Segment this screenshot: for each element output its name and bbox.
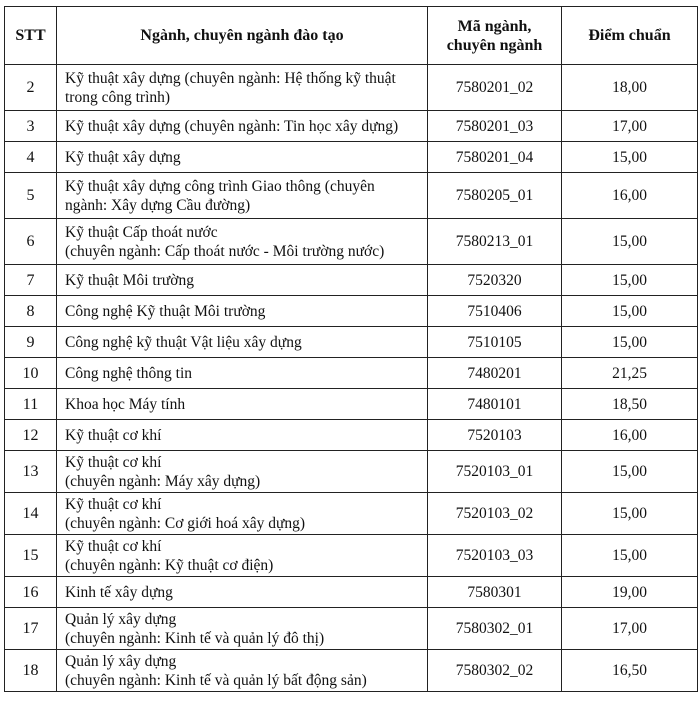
cell-stt: 3 xyxy=(5,111,57,142)
program-name-line2: (chuyên ngành: Kinh tế và quản lý bất động sản) xyxy=(65,671,367,689)
program-name-line2: ngành: Xây dựng Cầu đường) xyxy=(65,196,251,214)
cell-program-code: 7580302_01 xyxy=(428,608,562,650)
table-header-row xyxy=(5,7,698,65)
cell-cutoff-score: 17,00 xyxy=(562,111,698,142)
cell-program-name xyxy=(57,420,428,451)
program-name-line1: Kỹ thuật cơ khí xyxy=(65,453,162,471)
program-name-line1: Quản lý xây dựng xyxy=(65,610,177,628)
program-name-line1: Kỹ thuật xây dựng công trình Giao thông (chuyên xyxy=(65,177,375,195)
program-name-line1: Khoa học Máy tính xyxy=(65,395,186,413)
cell-cutoff-score: 15,00 xyxy=(562,265,698,296)
cell-stt: 11 xyxy=(5,389,57,420)
cell-cutoff-score: 18,50 xyxy=(562,389,698,420)
cell-program-code: 7510406 xyxy=(428,296,562,327)
cell-cutoff-score: 17,00 xyxy=(562,608,698,650)
program-name-line1: Quản lý xây dựng xyxy=(65,652,177,670)
cell-program-name xyxy=(57,389,428,420)
table-row xyxy=(5,577,698,608)
cell-program-name xyxy=(57,296,428,327)
cell-program-code: 7480101 xyxy=(428,389,562,420)
cell-stt: 14 xyxy=(5,493,57,535)
cell-program-name xyxy=(57,173,428,219)
cell-program-code: 7580301 xyxy=(428,577,562,608)
cell-cutoff-score: 16,00 xyxy=(562,420,698,451)
cell-program-name xyxy=(57,219,428,265)
table-row xyxy=(5,111,698,142)
table-row xyxy=(5,65,698,111)
cell-cutoff-score: 18,00 xyxy=(562,65,698,111)
cell-program-code: 7520103_01 xyxy=(428,451,562,493)
table-row xyxy=(5,389,698,420)
cell-program-code: 7580201_03 xyxy=(428,111,562,142)
table-row xyxy=(5,535,698,577)
program-name-line2: trong công trình) xyxy=(65,88,171,106)
cell-cutoff-score: 15,00 xyxy=(562,327,698,358)
program-name-line1: Kỹ thuật xây dựng xyxy=(65,148,181,166)
cell-program-code: 7520103 xyxy=(428,420,562,451)
table-row xyxy=(5,608,698,650)
program-name-line1: Kỹ thuật xây dựng (chuyên ngành: Hệ thống kỹ thuật xyxy=(65,69,396,87)
cell-program-name xyxy=(57,608,428,650)
program-name-line2: (chuyên ngành: Cấp thoát nước - Môi trường nước) xyxy=(65,242,385,260)
table-row xyxy=(5,493,698,535)
program-name-line1: Kỹ thuật xây dựng (chuyên ngành: Tin học xây dựng) xyxy=(65,117,399,135)
cell-program-name xyxy=(57,535,428,577)
cell-cutoff-score: 19,00 xyxy=(562,577,698,608)
header-cutoff-score: Điểm chuẩn xyxy=(562,7,698,65)
cell-stt: 12 xyxy=(5,420,57,451)
cell-program-name xyxy=(57,493,428,535)
program-name-line1: Công nghệ thông tin xyxy=(65,364,193,382)
cell-stt: 18 xyxy=(5,650,57,692)
header-program-code-line2: chuyên ngành xyxy=(446,36,543,54)
cell-program-name xyxy=(57,65,428,111)
program-name-line2: (chuyên ngành: Kỹ thuật cơ điện) xyxy=(65,556,274,574)
program-name-line1: Kỹ thuật Cấp thoát nước xyxy=(65,223,218,241)
cell-cutoff-score: 15,00 xyxy=(562,142,698,173)
table-body xyxy=(5,65,698,692)
cell-program-name xyxy=(57,650,428,692)
cell-program-name xyxy=(57,142,428,173)
program-name-line1: Công nghệ Kỹ thuật Môi trường xyxy=(65,302,266,320)
cell-stt: 2 xyxy=(5,65,57,111)
table-row xyxy=(5,420,698,451)
cell-program-code: 7580201_02 xyxy=(428,65,562,111)
cell-program-name xyxy=(57,111,428,142)
cell-stt: 15 xyxy=(5,535,57,577)
cell-program-code: 7520320 xyxy=(428,265,562,296)
cell-program-code: 7520103_03 xyxy=(428,535,562,577)
cell-stt: 7 xyxy=(5,265,57,296)
admission-score-table-container xyxy=(4,6,697,692)
cell-cutoff-score: 15,00 xyxy=(562,296,698,327)
table-row xyxy=(5,650,698,692)
cell-program-name xyxy=(57,358,428,389)
admission-score-table xyxy=(4,6,698,692)
table-row xyxy=(5,296,698,327)
program-name-line1: Kỹ thuật cơ khí xyxy=(65,495,162,513)
header-stt: STT xyxy=(5,7,57,65)
cell-program-code: 7580205_01 xyxy=(428,173,562,219)
table-row xyxy=(5,142,698,173)
cell-program-code: 7580201_04 xyxy=(428,142,562,173)
cell-stt: 13 xyxy=(5,451,57,493)
program-name-line1: Kỹ thuật cơ khí xyxy=(65,426,162,444)
cell-program-code: 7480201 xyxy=(428,358,562,389)
cell-cutoff-score: 16,50 xyxy=(562,650,698,692)
cell-cutoff-score: 15,00 xyxy=(562,219,698,265)
program-name-line2: (chuyên ngành: Cơ giới hoá xây dựng) xyxy=(65,514,306,532)
cell-stt: 8 xyxy=(5,296,57,327)
cell-stt: 10 xyxy=(5,358,57,389)
cell-program-code: 7520103_02 xyxy=(428,493,562,535)
table-row xyxy=(5,265,698,296)
cell-stt: 6 xyxy=(5,219,57,265)
program-name-line2: (chuyên ngành: Kinh tế và quản lý đô thị) xyxy=(65,629,325,647)
cell-program-code: 7580213_01 xyxy=(428,219,562,265)
cell-cutoff-score: 15,00 xyxy=(562,451,698,493)
cell-cutoff-score: 15,00 xyxy=(562,535,698,577)
table-row xyxy=(5,358,698,389)
header-program-code-line1: Mã ngành, xyxy=(457,17,532,35)
program-name-line1: Kinh tế xây dựng xyxy=(65,583,173,601)
program-name-line2: (chuyên ngành: Máy xây dựng) xyxy=(65,472,261,490)
table-row xyxy=(5,451,698,493)
cell-program-name xyxy=(57,327,428,358)
header-program-code xyxy=(428,7,562,65)
program-name-line1: Công nghệ kỹ thuật Vật liệu xây dựng xyxy=(65,333,302,351)
cell-cutoff-score: 21,25 xyxy=(562,358,698,389)
cell-cutoff-score: 15,00 xyxy=(562,493,698,535)
cell-program-name xyxy=(57,265,428,296)
cell-stt: 5 xyxy=(5,173,57,219)
header-program-name: Ngành, chuyên ngành đào tạo xyxy=(57,7,428,65)
cell-stt: 4 xyxy=(5,142,57,173)
program-name-line1: Kỹ thuật cơ khí xyxy=(65,537,162,555)
program-name-line1: Kỹ thuật Môi trường xyxy=(65,271,194,289)
cell-program-name xyxy=(57,577,428,608)
cell-stt: 9 xyxy=(5,327,57,358)
cell-stt: 17 xyxy=(5,608,57,650)
cell-program-code: 7580302_02 xyxy=(428,650,562,692)
cell-program-name xyxy=(57,451,428,493)
table-row xyxy=(5,173,698,219)
cell-stt: 16 xyxy=(5,577,57,608)
table-row xyxy=(5,219,698,265)
cell-cutoff-score: 16,00 xyxy=(562,173,698,219)
cell-program-code: 7510105 xyxy=(428,327,562,358)
table-row xyxy=(5,327,698,358)
